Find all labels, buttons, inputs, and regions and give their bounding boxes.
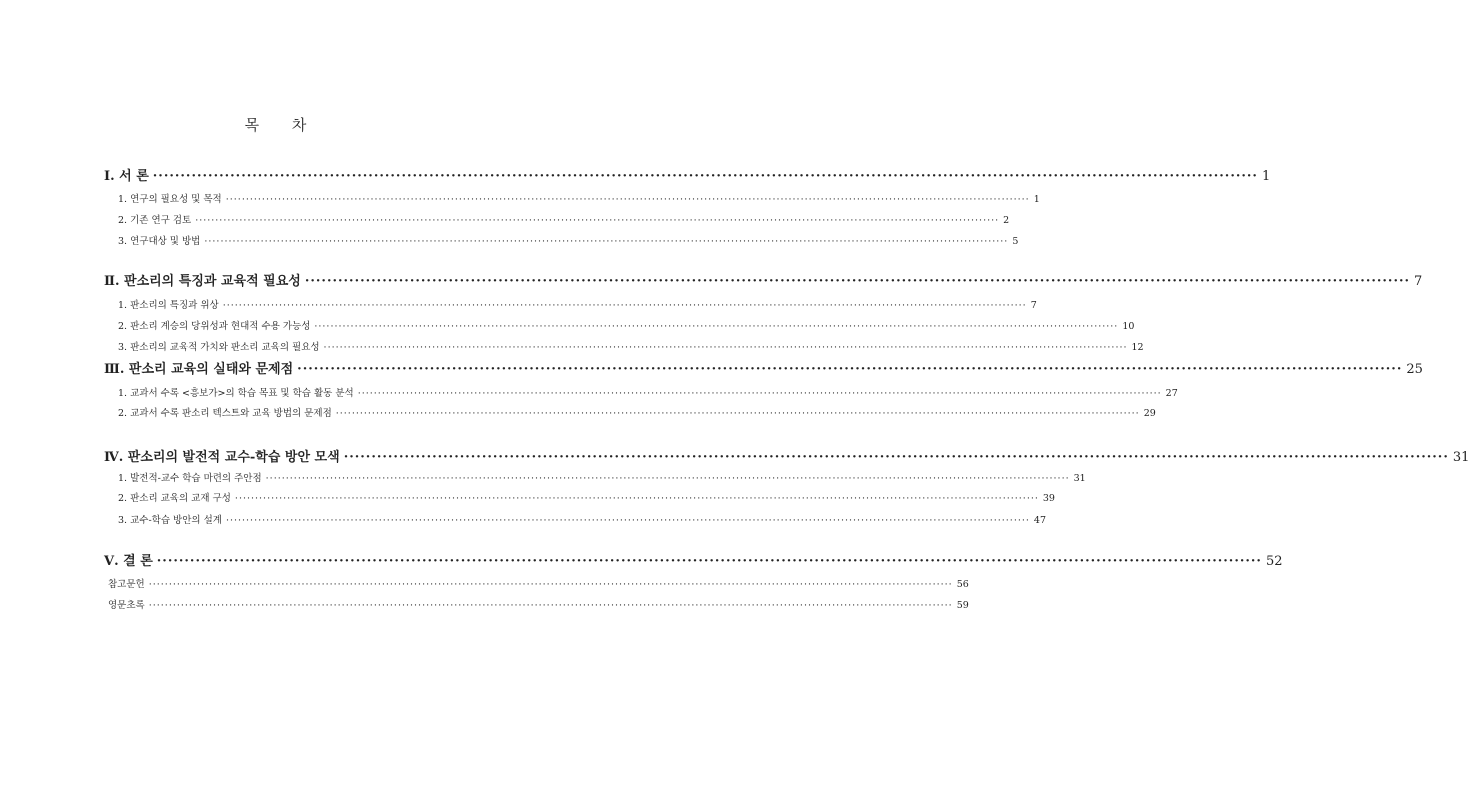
section-label: 3. 연구대상 및 방법 bbox=[118, 236, 201, 247]
toc-section-4-3[interactable] bbox=[118, 512, 1046, 526]
section-label: 1. 연구의 필요성 및 목적 bbox=[118, 194, 222, 205]
dot-leader: ········································································································································································································ bbox=[335, 408, 1140, 419]
section-page: 7 bbox=[1030, 300, 1037, 311]
chapter-label: Ⅴ. 결 론 bbox=[104, 554, 153, 569]
section-page: 27 bbox=[1165, 388, 1178, 399]
section-page: 31 bbox=[1073, 473, 1086, 484]
toc-section-2-2[interactable] bbox=[118, 318, 1135, 332]
toc-section-1-2[interactable] bbox=[118, 212, 1010, 226]
section-page: 1 bbox=[1033, 194, 1040, 205]
section-label: 1. 발전적-교수 학습 마련의 주안점 bbox=[118, 473, 262, 484]
chapter-label: Ⅰ. 서 론 bbox=[104, 169, 149, 184]
chapter-page: 31 bbox=[1452, 450, 1469, 465]
toc-section-3-2[interactable] bbox=[118, 405, 1156, 419]
dot-leader: ········································································································································································································ bbox=[195, 215, 1000, 226]
section-label: 3. 판소리의 교육적 가치와 판소리 교육의 필요성 bbox=[118, 342, 320, 353]
toc-title: 목 차 bbox=[244, 116, 321, 134]
dot-leader: ········································································································································································································ bbox=[156, 554, 1262, 569]
toc-section-2-3[interactable] bbox=[118, 339, 1144, 353]
dot-leader: ········································································································································································································ bbox=[204, 236, 1009, 247]
dot-leader: ········································································································································································································ bbox=[152, 169, 1258, 184]
section-label: 1. 판소리의 특징과 위상 bbox=[118, 300, 219, 311]
toc-section-2-1[interactable] bbox=[118, 297, 1037, 311]
chapter-page: 1 bbox=[1261, 169, 1271, 184]
chapter-label: Ⅲ. 판소리 교육의 실태와 문제점 bbox=[104, 362, 294, 377]
toc-section-1-3[interactable] bbox=[118, 233, 1019, 247]
back-matter-label: 영문초록 bbox=[108, 600, 145, 611]
section-label: 1. 교과서 수록 <흥보가>의 학습 목표 및 학습 활동 분석 bbox=[118, 388, 354, 399]
toc-english-abstract[interactable] bbox=[108, 597, 969, 611]
toc-chapter-1[interactable] bbox=[104, 165, 1271, 184]
toc-section-3-1[interactable] bbox=[118, 385, 1178, 399]
section-label: 2. 판소리 계승의 당위성과 현대적 수용 가능성 bbox=[118, 321, 311, 332]
dot-leader: ········································································································································································································ bbox=[148, 600, 953, 611]
chapter-page: 52 bbox=[1265, 554, 1283, 569]
toc-section-1-1[interactable] bbox=[118, 191, 1040, 205]
chapter-label: Ⅱ. 판소리의 특징과 교육적 필요성 bbox=[104, 274, 301, 289]
chapter-page: 7 bbox=[1414, 274, 1423, 289]
toc-chapter-3[interactable] bbox=[104, 358, 1423, 377]
dot-leader: ········································································································································································································ bbox=[314, 321, 1119, 332]
dot-leader: ········································································································································································································ bbox=[357, 388, 1162, 399]
dot-leader: ········································································································································································································ bbox=[225, 194, 1030, 205]
dot-leader: ········································································································································································································ bbox=[225, 515, 1030, 526]
section-page: 39 bbox=[1042, 493, 1055, 504]
chapter-label: Ⅳ. 판소리의 발전적 교수-학습 방안 모색 bbox=[104, 450, 340, 465]
back-matter-page: 56 bbox=[956, 579, 969, 590]
back-matter-label: 참고문헌 bbox=[108, 579, 145, 590]
dot-leader: ········································································································································································································ bbox=[304, 274, 1411, 289]
chapter-page: 25 bbox=[1406, 362, 1423, 377]
section-label: 2. 교과서 수록 판소리 텍스트와 교육 방법의 문제점 bbox=[118, 408, 332, 419]
back-matter-page: 59 bbox=[956, 600, 969, 611]
section-page: 5 bbox=[1012, 236, 1019, 247]
section-label: 3. 교수-학습 방안의 설계 bbox=[118, 515, 222, 526]
dot-leader: ········································································································································································································ bbox=[148, 579, 953, 590]
section-page: 10 bbox=[1122, 321, 1135, 332]
section-page: 29 bbox=[1143, 408, 1156, 419]
section-label: 2. 기존 연구 검토 bbox=[118, 215, 192, 226]
toc-chapter-4[interactable] bbox=[104, 446, 1469, 465]
toc-chapter-2[interactable] bbox=[104, 270, 1423, 289]
section-label: 2. 판소리 교육의 교재 구성 bbox=[118, 493, 231, 504]
toc-chapter-5[interactable] bbox=[104, 550, 1283, 569]
dot-leader: ········································································································································································································ bbox=[297, 362, 1403, 377]
section-page: 12 bbox=[1131, 342, 1144, 353]
section-page: 2 bbox=[1003, 215, 1010, 226]
toc-section-4-2[interactable] bbox=[118, 490, 1055, 504]
dot-leader: ········································································································································································································ bbox=[222, 300, 1027, 311]
dot-leader: ········································································································································································································ bbox=[343, 450, 1449, 465]
dot-leader: ········································································································································································································ bbox=[234, 493, 1039, 504]
dot-leader: ········································································································································································································ bbox=[265, 473, 1070, 484]
toc-references[interactable] bbox=[108, 576, 969, 590]
toc-section-4-1[interactable] bbox=[118, 470, 1086, 484]
dot-leader: ········································································································································································································ bbox=[323, 342, 1128, 353]
section-page: 47 bbox=[1033, 515, 1046, 526]
